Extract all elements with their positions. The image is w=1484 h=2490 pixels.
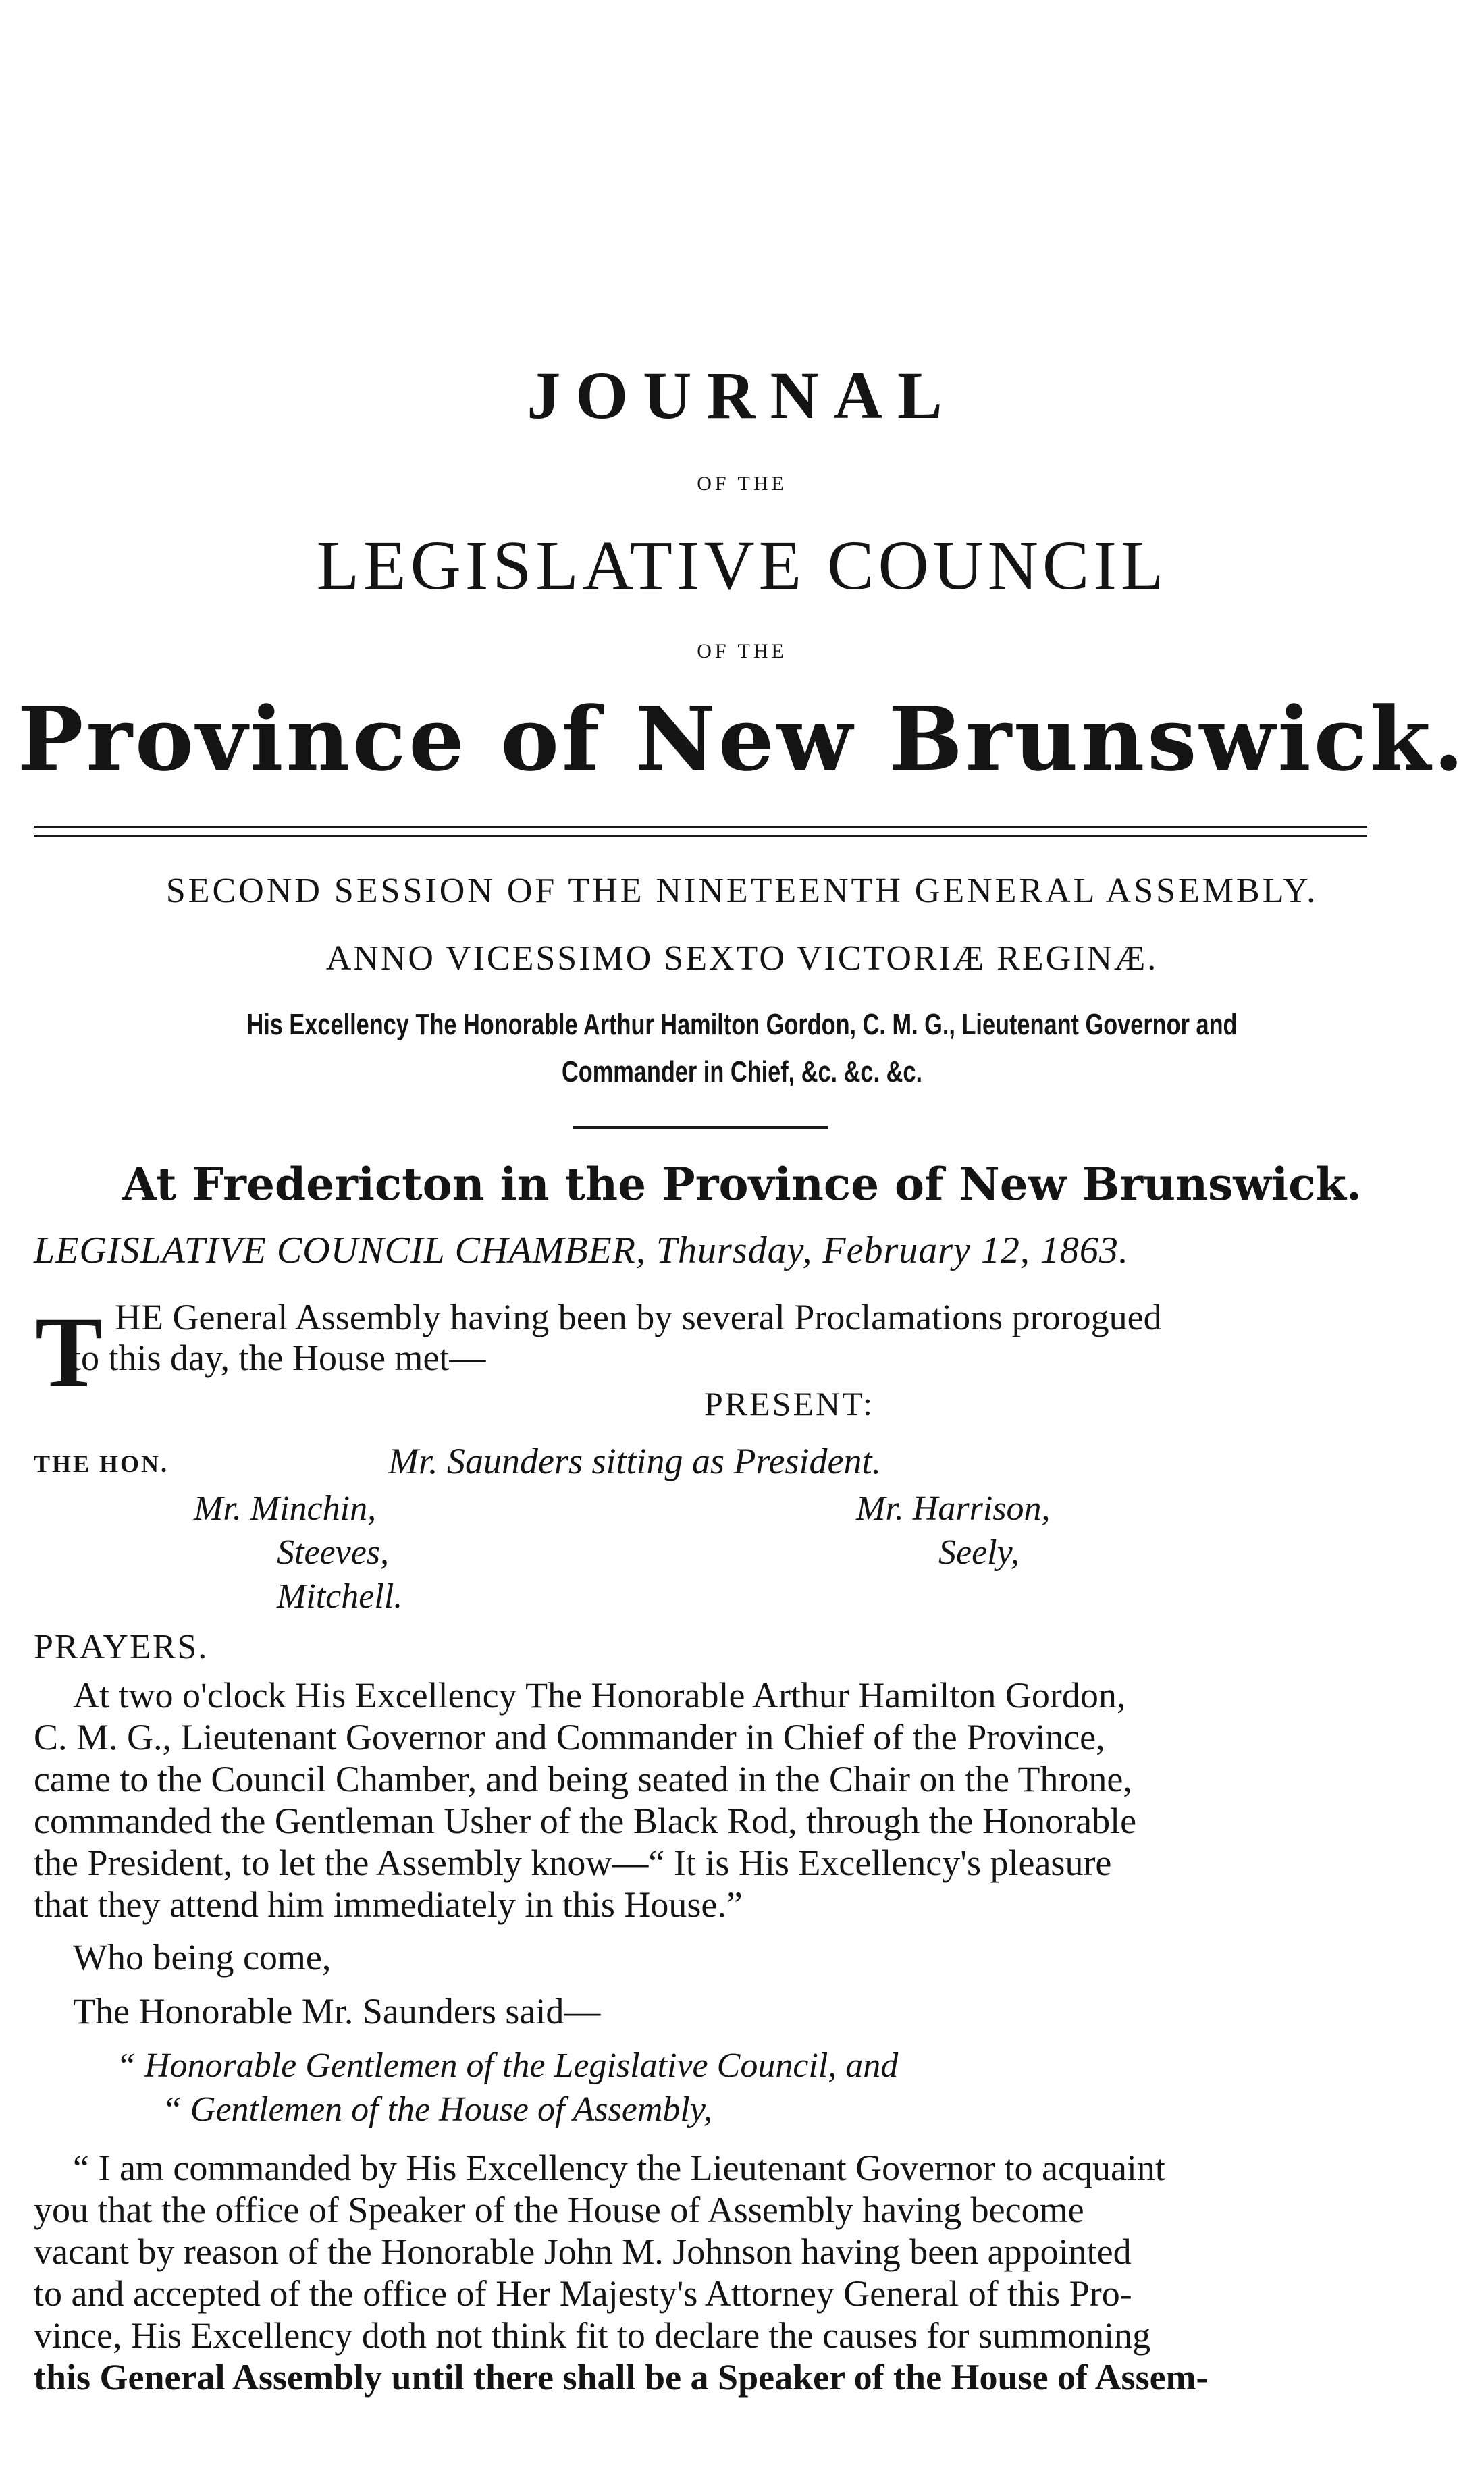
paragraph-line: came to the Council Chamber, and being seated in the Chair on the Throne, [34, 1759, 1132, 1799]
of-the-label: OF THE [697, 473, 787, 495]
drop-cap: T [35, 1296, 103, 1408]
member-name: Seely, [938, 1533, 1019, 1572]
address-line: “ Gentlemen of the House of Assembly, [162, 2090, 713, 2129]
opening-text-line: HE General Assembly having been by several Proclamations prorogued [115, 1297, 1162, 1337]
member-name: Mitchell. [277, 1577, 403, 1616]
double-rule-divider [34, 826, 1367, 837]
governor-line-continued: Commander in Chief, &c. &c. &c. [562, 1055, 922, 1088]
paragraph-line: C. M. G., Lieutenant Governor and Commander in Chief of the Province, [34, 1717, 1105, 1757]
place-heading: At Fredericton in the Province of New Brunswick. [122, 1158, 1362, 1211]
chamber-dateline: LEGISLATIVE COUNCIL CHAMBER, Thursday, February 12, 1863. [34, 1229, 1129, 1271]
paragraph-line: you that the office of Speaker of the House of Assembly having become [34, 2190, 1084, 2230]
speaker-intro-line: The Honorable Mr. Saunders said— [73, 1991, 601, 2032]
the-hon-label: THE HON. [34, 1450, 169, 1477]
short-rule-divider [573, 1126, 828, 1129]
paragraph-line: vacant by reason of the Honorable John M. Johnson having been appointed [34, 2231, 1132, 2272]
paragraph-line: that they attend him immediately in this House.” [34, 1884, 743, 1925]
member-name: Mr. Minchin, [194, 1489, 377, 1528]
member-name: Mr. Harrison, [856, 1489, 1051, 1528]
regnal-year-line: ANNO VICESSIMO SEXTO VICTORIÆ REGINÆ. [325, 939, 1159, 978]
opening-text-line: to this day, the House met— [71, 1337, 486, 1378]
paragraph-line: vince, His Excellency doth not think fit to declare the causes for summoning [34, 2315, 1151, 2356]
paragraph-line: to and accepted of the office of Her Majesty's Attorney General of this Pro- [34, 2273, 1132, 2314]
journal-heading: JOURNAL [527, 358, 957, 433]
of-the-label: OF THE [697, 640, 787, 662]
prayers-label: PRAYERS. [34, 1628, 209, 1666]
address-line: “ Honorable Gentlemen of the Legislative Council, and [116, 2046, 899, 2085]
present-heading: PRESENT: [704, 1385, 875, 1423]
governor-line: His Excellency The Honorable Arthur Hamilton Gordon, C. M. G., Lieutenant Governor and [246, 1008, 1238, 1041]
who-being-come-line: Who being come, [73, 1937, 332, 1978]
council-heading: LEGISLATIVE COUNCIL [316, 527, 1168, 604]
province-heading: Province of New Brunswick. [17, 687, 1467, 791]
paragraph-line: commanded the Gentleman Usher of the Black Rod, through the Honorable [34, 1801, 1137, 1841]
member-name: Steeves, [277, 1533, 390, 1572]
paragraph-line: At two o'clock His Excellency The Honorable Arthur Hamilton Gordon, [73, 1675, 1126, 1716]
presiding-member: Mr. Saunders sitting as President. [388, 1441, 882, 1481]
paragraph-line: this General Assembly until there shall be a Speaker of the House of Assem- [34, 2357, 1209, 2398]
session-line: SECOND SESSION OF THE NINETEENTH GENERAL ASSEMBLY. [165, 872, 1319, 910]
paragraph-line: the President, to let the Assembly know—“ It is His Excellency's pleasure [34, 1843, 1112, 1883]
paragraph-line: “ I am commanded by His Excellency the Lieutenant Governor to acquaint [73, 2148, 1165, 2188]
